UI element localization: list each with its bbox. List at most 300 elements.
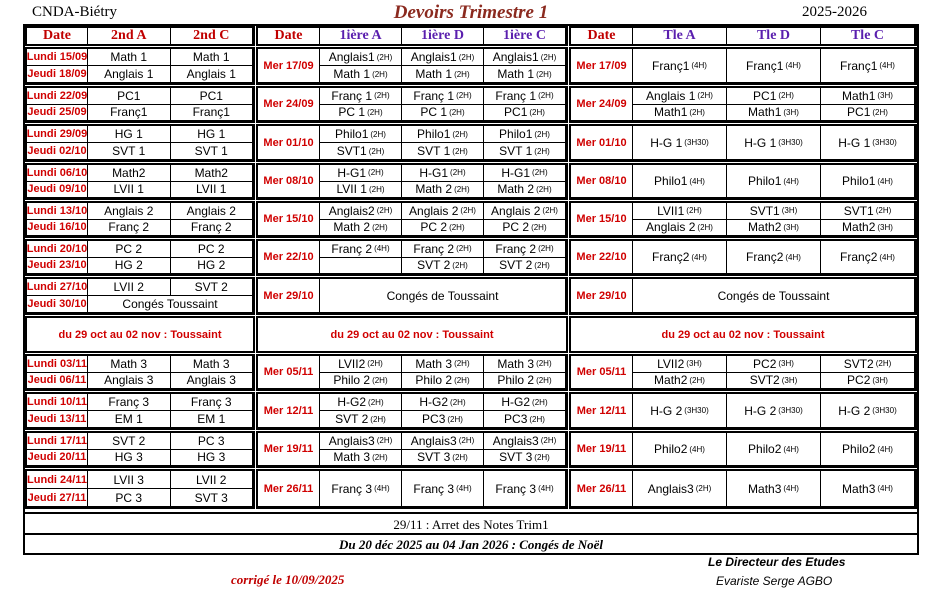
- christmas-holiday: Du 20 déc 2025 au 04 Jan 2026 : Congés de Noël: [25, 533, 917, 555]
- subject-cell: [821, 394, 915, 428]
- mid-grid: [258, 241, 566, 274]
- right-grid: [571, 49, 915, 83]
- subject-text: SVT 1: [499, 144, 533, 158]
- subject-text: Math2: [748, 220, 782, 235]
- date-cell: Jeudi 09/10: [27, 182, 88, 199]
- subject-cell: Math2: [88, 165, 171, 182]
- subject-text: Philo1: [499, 127, 533, 141]
- duration-text: (3H): [686, 359, 702, 369]
- duration-text: (2H): [872, 107, 888, 117]
- subject-cell: [633, 356, 727, 373]
- subject-cell: [633, 220, 727, 237]
- date-cell: Lundi 22/09: [27, 88, 88, 105]
- subject-cell: [484, 450, 566, 467]
- subject-cell: [484, 143, 566, 160]
- subject-text: LVII2: [657, 356, 685, 371]
- duration-text: (2H): [875, 359, 892, 369]
- right-grid: [571, 394, 915, 428]
- duration-text: (2H): [454, 69, 470, 79]
- subject-cell: [484, 258, 566, 275]
- holiday-cell: Congés de Toussaint: [320, 279, 566, 313]
- left-grid: [27, 356, 253, 389]
- subject-text: Math 1: [333, 67, 371, 81]
- date-cell: Jeudi 18/09: [27, 66, 88, 83]
- subject-text: Math 3: [415, 356, 453, 371]
- subject-cell: [821, 49, 915, 83]
- header-row-left: [27, 28, 253, 44]
- subject-cell: Math 3: [88, 356, 171, 373]
- subject-text: SVT 3: [417, 450, 451, 465]
- duration-text: (2H): [456, 91, 472, 101]
- subject-cell: [727, 203, 821, 220]
- date-cell: Mer 17/09: [258, 49, 320, 83]
- duration-text: (2H): [372, 222, 388, 232]
- subject-text: Franç 2: [495, 241, 537, 256]
- subject-cell: [320, 411, 402, 428]
- subject-text: PC1: [504, 105, 528, 120]
- duration-text: (2H): [454, 359, 470, 369]
- duration-text: (3H): [872, 375, 888, 385]
- notes-deadline: 29/11 : Arret des Notes Trim1: [25, 512, 917, 535]
- duration-text: (2H): [452, 452, 468, 462]
- subject-cell: [484, 394, 566, 411]
- date-cell: Mer 24/09: [258, 88, 320, 121]
- subject-text: Franç 2: [331, 241, 373, 256]
- mid-block: [256, 431, 568, 468]
- director-name: Evariste Serge AGBO: [716, 574, 833, 588]
- subject-text: Franç1: [746, 58, 784, 73]
- duration-text: (2H): [450, 168, 466, 178]
- subject-text: Anglais1: [328, 50, 375, 64]
- duration-text: (3H): [877, 222, 893, 232]
- subject-cell: [402, 182, 484, 199]
- subject-text: Math 1: [415, 67, 453, 81]
- duration-text: (2H): [458, 52, 475, 62]
- subject-text: PC 1: [420, 105, 448, 120]
- right-block: [569, 392, 917, 430]
- subject-cell: [320, 143, 402, 160]
- subject-cell: [320, 394, 402, 411]
- subject-cell: Anglais 1: [171, 66, 254, 83]
- duration-text: (4H): [374, 244, 390, 254]
- mid-grid: [258, 126, 566, 160]
- subject-cell: [320, 433, 402, 450]
- duration-text: (3H): [783, 222, 799, 232]
- duration-text: (2H): [536, 375, 552, 385]
- date-cell: Mer 29/10: [571, 279, 633, 313]
- subject-cell: LVII 2: [171, 471, 254, 489]
- subject-cell: HG 1: [88, 126, 171, 143]
- duration-text: (4H): [689, 444, 705, 454]
- subject-cell: Franç 3: [88, 394, 171, 411]
- subject-cell: EM 1: [88, 411, 171, 428]
- subject-cell: [320, 241, 402, 258]
- date-cell: Mer 26/11: [571, 471, 633, 507]
- subject-text: Anglais 2: [491, 203, 541, 218]
- subject-cell: PC 3: [171, 433, 254, 450]
- subject-cell: PC 2: [171, 241, 254, 258]
- subject-cell: SVT 1: [171, 143, 254, 160]
- subject-text: H-G 1: [838, 135, 871, 150]
- subject-text: SVT2: [843, 356, 874, 371]
- subject-cell: [484, 241, 566, 258]
- duration-text: (3H): [778, 359, 794, 369]
- duration-text: (2H): [372, 69, 388, 79]
- subject-cell: [821, 203, 915, 220]
- date-cell: Jeudi 25/09: [27, 105, 88, 122]
- left-block: [25, 392, 255, 430]
- subject-text: H-G1: [337, 165, 367, 180]
- right-block: [569, 239, 917, 276]
- duration-text: (4H): [877, 176, 893, 186]
- duration-text: (2H): [449, 107, 465, 117]
- duration-text: (3H): [781, 375, 798, 385]
- subject-cell: [727, 105, 821, 122]
- subject-cell: [727, 471, 821, 507]
- subject-cell: [320, 66, 402, 83]
- subject-cell: [402, 49, 484, 66]
- duration-text: (2H): [695, 484, 712, 493]
- subject-text: Anglais3: [492, 433, 539, 448]
- subject-text: Franç 3: [413, 481, 455, 496]
- subject-cell: EM 1: [171, 411, 254, 428]
- duration-text: (2H): [686, 206, 702, 216]
- mid-grid: [258, 165, 566, 198]
- date-cell: Jeudi 23/10: [27, 258, 88, 275]
- subject-cell: [484, 126, 566, 143]
- school-name: CNDA-Biétry: [32, 4, 117, 20]
- duration-text: (4H): [877, 444, 893, 454]
- right-grid: [571, 165, 915, 198]
- subject-cell: [484, 411, 566, 428]
- duration-text: (2H): [531, 222, 547, 232]
- subject-text: Math3: [842, 481, 876, 496]
- subject-cell: SVT 1: [88, 143, 171, 160]
- subject-cell: Franç 2: [171, 220, 254, 237]
- date-cell: Lundi 27/10: [27, 279, 88, 296]
- subject-cell: [320, 88, 402, 105]
- subject-text: Math2: [654, 373, 688, 388]
- subject-cell: [727, 49, 821, 83]
- subject-cell: [484, 203, 566, 220]
- duration-text: (2H): [372, 375, 388, 385]
- subject-cell: [484, 66, 566, 83]
- subject-cell: [821, 433, 915, 466]
- subject-cell: [320, 258, 402, 275]
- left-grid: [27, 394, 253, 428]
- right-grid: [571, 241, 915, 274]
- duration-text: (2H): [542, 206, 558, 216]
- subject-cell: [484, 49, 566, 66]
- date-cell: Jeudi 30/10: [27, 296, 88, 313]
- subject-text: Franç 1: [331, 88, 373, 103]
- column-header: 2nd C: [171, 28, 254, 45]
- left-block: [25, 354, 255, 391]
- mid-block: [256, 239, 568, 276]
- subject-cell: Math 1: [88, 49, 171, 66]
- school-year: 2025-2026: [802, 4, 867, 20]
- subject-cell: Math 1: [171, 49, 254, 66]
- subject-cell: [633, 105, 727, 122]
- subject-text: H-G 2: [744, 403, 777, 418]
- header-row-right: [571, 28, 915, 44]
- subject-cell: [821, 356, 915, 373]
- header-right: [569, 26, 917, 46]
- duration-text: (4H): [691, 252, 707, 262]
- subject-cell: [320, 105, 402, 122]
- subject-text: Anglais3: [647, 481, 694, 496]
- subject-text: PC 2: [420, 220, 448, 235]
- right-block: [569, 469, 917, 509]
- duration-text: (3H30): [872, 406, 897, 415]
- subject-text: Franç2: [746, 250, 784, 264]
- subject-text: LVII2: [338, 356, 366, 371]
- duration-text: (4H): [691, 61, 707, 70]
- subject-cell: [821, 126, 915, 160]
- subject-cell: [402, 203, 484, 220]
- subject-text: Philo1: [748, 174, 782, 188]
- subject-cell: PC1: [171, 88, 254, 105]
- left-block: [25, 431, 255, 468]
- toussaint-text: du 29 oct au 02 nov : Toussaint: [58, 328, 222, 341]
- duration-text: (2H): [454, 184, 470, 194]
- duration-text: (2H): [689, 107, 705, 117]
- duration-text: (3H30): [778, 406, 803, 415]
- date-cell: Lundi 15/09: [27, 49, 88, 66]
- right-block: [569, 431, 917, 468]
- right-grid: [571, 356, 915, 389]
- subject-text: Franç 1: [495, 88, 537, 103]
- left-block: [25, 201, 255, 238]
- subject-cell: [821, 471, 915, 507]
- mid-grid: [258, 471, 566, 507]
- duration-text: (2H): [532, 168, 548, 178]
- date-cell: Lundi 24/11: [27, 471, 88, 489]
- subject-text: Math 3: [333, 450, 371, 465]
- duration-text: (2H): [540, 436, 557, 446]
- subject-text: Math1: [748, 105, 782, 120]
- toussaint-band: [25, 316, 255, 353]
- right-grid: [571, 433, 915, 466]
- date-cell: Mer 29/10: [258, 279, 320, 313]
- subject-cell: Franç1: [171, 105, 254, 122]
- duration-text: (3H30): [778, 138, 803, 147]
- duration-text: (2H): [778, 91, 794, 101]
- subject-text: PC2: [753, 356, 777, 371]
- date-cell: Mer 19/11: [571, 433, 633, 466]
- subject-text: Anglais 2: [409, 203, 459, 218]
- subject-text: Philo 2: [415, 373, 453, 388]
- subject-text: H-G 2: [838, 403, 871, 418]
- subject-cell: [320, 471, 402, 507]
- subject-text: LVII1: [657, 203, 685, 218]
- toussaint-band: [256, 316, 568, 353]
- duration-text: (2H): [697, 222, 713, 232]
- duration-text: (3H30): [684, 406, 709, 415]
- subject-text: PC3: [422, 412, 446, 426]
- duration-text: (4H): [879, 61, 895, 70]
- header-mid: [256, 26, 568, 46]
- date-cell: Jeudi 13/11: [27, 411, 88, 428]
- subject-cell: [633, 203, 727, 220]
- subject-text: PC2: [847, 373, 871, 388]
- right-block: [569, 86, 917, 123]
- duration-text: (2H): [450, 397, 466, 407]
- subject-cell: [633, 394, 727, 428]
- date-cell: Mer 01/10: [258, 126, 320, 160]
- mid-block: [256, 201, 568, 238]
- column-header: Date: [258, 28, 320, 45]
- subject-text: H-G1: [419, 165, 449, 180]
- subject-cell: PC 2: [88, 241, 171, 258]
- subject-cell: PC 3: [88, 489, 171, 507]
- column-header: 1ière D: [402, 28, 484, 45]
- subject-text: Math 2: [415, 182, 453, 197]
- duration-text: (2H): [449, 222, 465, 232]
- subject-cell: [320, 49, 402, 66]
- duration-text: (3H30): [684, 138, 709, 147]
- duration-text: (2H): [529, 107, 545, 117]
- mid-grid: [258, 88, 566, 121]
- date-cell: Lundi 20/10: [27, 241, 88, 258]
- header-left: [25, 26, 255, 46]
- subject-cell: [402, 105, 484, 122]
- left-block: [25, 86, 255, 123]
- subject-cell: Anglais 3: [88, 373, 171, 390]
- subject-cell: [633, 471, 727, 507]
- toussaint-text: du 29 oct au 02 nov : Toussaint: [661, 328, 825, 341]
- subject-text: Math1: [654, 105, 688, 120]
- duration-text: (2H): [454, 375, 470, 385]
- subject-text: Math 2: [333, 220, 371, 235]
- mid-grid: [258, 279, 566, 313]
- subject-cell: LVII 2: [88, 279, 171, 296]
- subject-text: Franç1: [840, 58, 878, 73]
- column-header: 1ière A: [320, 28, 402, 45]
- duration-text: (2H): [376, 436, 393, 446]
- subject-text: SVT 2: [417, 258, 451, 273]
- subject-cell: [633, 88, 727, 105]
- duration-text: (2H): [372, 452, 388, 462]
- left-grid: [27, 88, 253, 121]
- right-block: [569, 277, 917, 315]
- subject-text: SVT1: [336, 144, 367, 158]
- subject-cell: [633, 126, 727, 160]
- subject-text: Philo1: [842, 174, 876, 188]
- date-cell: Lundi 10/11: [27, 394, 88, 411]
- subject-cell: [402, 450, 484, 467]
- subject-text: Anglais 2: [646, 220, 696, 235]
- subject-text: SVT 1: [417, 144, 451, 158]
- subject-cell: [484, 220, 566, 237]
- subject-text: Math 3: [497, 356, 535, 371]
- duration-text: (4H): [783, 444, 799, 454]
- duration-text: (4H): [785, 252, 801, 262]
- left-grid: [27, 165, 253, 198]
- mid-block: [256, 354, 568, 391]
- duration-text: (4H): [785, 61, 801, 70]
- subject-text: H-G2: [501, 395, 531, 409]
- subject-text: PC3: [504, 412, 528, 426]
- subject-cell: [320, 203, 402, 220]
- subject-cell: [633, 433, 727, 466]
- subject-text: Anglais3: [410, 433, 457, 448]
- toussaint-band: [569, 316, 917, 353]
- date-cell: Mer 22/10: [258, 241, 320, 274]
- duration-text: (2H): [534, 129, 550, 139]
- subject-cell: Math 3: [171, 356, 254, 373]
- subject-text: H-G 1: [744, 135, 777, 150]
- subject-cell: [320, 356, 402, 373]
- subject-cell: [320, 126, 402, 143]
- mid-block: [256, 469, 568, 509]
- duration-text: (4H): [538, 484, 554, 493]
- duration-text: (2H): [376, 206, 393, 216]
- subject-text: Anglais1: [410, 50, 457, 64]
- duration-text: (2H): [374, 91, 390, 101]
- subject-cell: [402, 143, 484, 160]
- subject-cell: [727, 165, 821, 198]
- duration-text: (2H): [540, 52, 557, 62]
- mid-grid: [258, 356, 566, 389]
- left-block: [25, 163, 255, 200]
- subject-cell: Anglais 2: [88, 203, 171, 220]
- subject-cell: LVII 1: [171, 182, 254, 199]
- right-grid: [571, 88, 915, 121]
- subject-text: H-G 2: [650, 403, 683, 418]
- left-grid: [27, 126, 253, 160]
- right-grid: [571, 126, 915, 160]
- mid-block: [256, 124, 568, 162]
- left-block: [25, 239, 255, 276]
- date-cell: Mer 15/10: [571, 203, 633, 236]
- left-grid: [27, 203, 253, 236]
- date-cell: Jeudi 06/11: [27, 373, 88, 390]
- duration-text: (2H): [367, 107, 383, 117]
- subject-cell: [320, 450, 402, 467]
- duration-text: (2H): [536, 69, 552, 79]
- subject-cell: HG 2: [171, 258, 254, 275]
- subject-text: SVT2: [749, 373, 780, 388]
- duration-text: (2H): [538, 244, 554, 254]
- duration-text: (4H): [783, 484, 799, 493]
- date-cell: Jeudi 27/11: [27, 489, 88, 507]
- date-cell: Lundi 03/11: [27, 356, 88, 373]
- duration-text: (2H): [370, 129, 386, 139]
- subject-text: Franç 2: [413, 241, 455, 256]
- date-cell: Mer 12/11: [571, 394, 633, 428]
- subject-text: Philo2: [748, 442, 782, 456]
- column-header: Date: [571, 28, 633, 45]
- subject-cell: [821, 241, 915, 274]
- subject-cell: [320, 182, 402, 199]
- left-block: [25, 47, 255, 85]
- duration-text: (3H): [877, 91, 893, 101]
- subject-cell: [402, 258, 484, 275]
- date-cell: Mer 08/10: [258, 165, 320, 198]
- subject-cell: [727, 126, 821, 160]
- subject-text: SVT 2: [499, 258, 533, 273]
- subject-cell: [821, 220, 915, 237]
- right-block: [569, 354, 917, 391]
- toussaint-text: du 29 oct au 02 nov : Toussaint: [330, 328, 494, 341]
- mid-block: [256, 392, 568, 430]
- subject-cell: [402, 66, 484, 83]
- mid-block: [256, 277, 568, 315]
- left-grid: [27, 433, 253, 466]
- duration-text: (2H): [538, 91, 554, 101]
- subject-text: PC 1: [338, 105, 366, 120]
